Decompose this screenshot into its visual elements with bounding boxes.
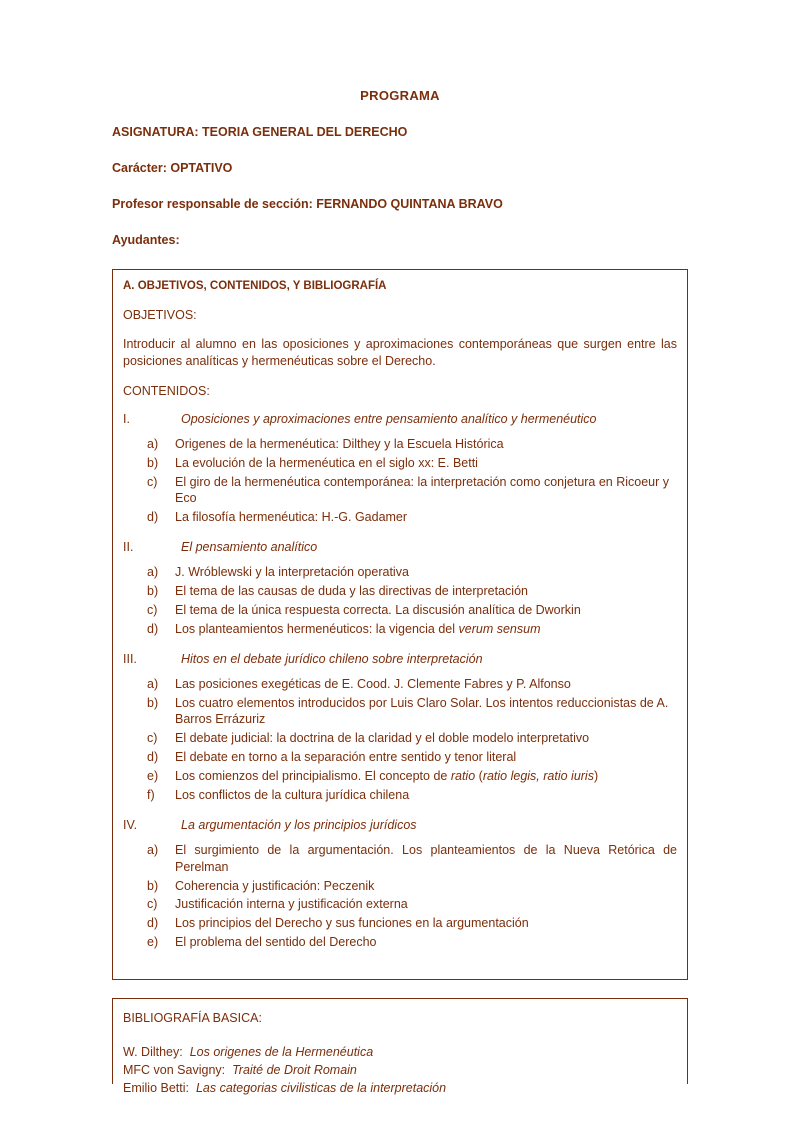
item-letter: b) [147,695,159,710]
list-item [147,695,677,729]
objetivos-label: OBJETIVOS: [123,308,197,322]
meta-asignatura: ASIGNATURA: TEORIA GENERAL DEL DERECHO [112,125,408,139]
biblio-work: Traité de Droit Romain [232,1063,357,1078]
list-item [147,787,677,804]
biblio-work: Las categorias civilisticas de la interpretación [195,1081,447,1096]
unit-numeral-iv: IV. [123,817,138,832]
item-text: Los planteamientos hermenéuticos: la vigencia del verum sensum [175,621,541,636]
item-text: El problema del sentido del Derecho [175,935,377,950]
unit-heading-ii [123,540,677,554]
item-text: Origenes de la hermenéutica: Dilthey y la Escuela Histórica [175,436,504,451]
item-letter: c) [147,731,158,746]
item-letter: c) [147,602,158,617]
bibliografia-entry [123,1079,677,1097]
item-text: Los cuatro elementos introducidos por Luis Claro Solar. Los intentos reduccionistas de A. Barros Errázuriz [175,695,669,727]
item-text: La evolución de la hermenéutica en el siglo xx: E. Betti [175,455,478,470]
list-item [147,915,677,932]
list-item [147,602,677,619]
unit-title-i: Oposiciones y aproximaciones entre pensamiento analítico y hermenéutico [181,411,597,426]
item-text: El debate en torno a la separación entre sentido y tenor literal [175,750,517,765]
item-letter: a) [147,436,159,451]
unit-numeral-iii: III. [123,651,137,666]
list-item [147,878,677,895]
item-text: Coherencia y justificación: Peczenik [175,878,375,893]
item-text: El tema de las causas de duda y las directivas de interpretación [175,584,528,598]
meta-ayudantes: Ayudantes: [112,233,180,247]
item-text: Los comienzos del principialismo. El concepto de ratio (ratio legis, ratio iuris) [175,769,599,783]
bibliografia-entry [123,1061,677,1079]
bibliografia-box [112,998,688,1096]
section-a-heading: A. OBJETIVOS, CONTENIDOS, Y BIBLIOGRAFÍA [123,280,387,292]
item-letter: d) [147,510,159,525]
item-letter: e) [147,935,159,950]
item-text: Los principios del Derecho y sus funciones en la argumentación [175,916,529,931]
list-item [147,842,677,876]
unit-numeral-ii: II. [123,540,134,555]
list-item [147,474,677,508]
item-text: Las posiciones exegéticas de E. Cood. J. Clemente Fabres y P. Alfonso [175,676,571,691]
meta-profesor: Profesor responsable de sección: FERNANDO QUINTANA BRAVO [112,197,503,211]
meta-caracter: Carácter: OPTATIVO [112,161,233,175]
list-item [147,583,677,600]
unit-title-iii: Hitos en el debate jurídico chileno sobre interpretación [181,651,483,666]
item-letter: d) [147,750,159,765]
item-letter: c) [147,474,158,489]
bibliografia-title: BIBLIOGRAFÍA BASICA: [123,1011,262,1025]
item-text: Justificación interna y justificación externa [175,897,408,912]
list-item [147,676,677,693]
biblio-author: W. Dilthey: [123,1045,183,1059]
list-item [147,934,677,951]
section-a-box [112,269,688,980]
list-item [147,768,677,785]
item-text: El surgimiento de la argumentación. Los planteamientos de la Nueva Retórica de Perelman [175,842,677,874]
item-text: Los conflictos de la cultura jurídica chilena [175,787,410,802]
item-text: La filosofía hermenéutica: H.-G. Gadamer [175,510,408,525]
biblio-work: Los origenes de la Hermenéutica [189,1045,374,1059]
contenidos-label: CONTENIDOS: [123,383,210,398]
unit-title-iv: La argumentación y los principios jurídicos [181,817,417,832]
item-text: J. Wróblewski y la interpretación operativa [175,565,409,580]
list-item [147,455,677,472]
biblio-author: MFC von Savigny: [123,1063,226,1078]
item-text: El debate judicial: la doctrina de la claridad y el doble modelo interpretativo [175,731,590,746]
unit-i-items [123,436,677,526]
unit-iii-items [123,676,677,804]
list-item [147,509,677,526]
document-content [112,88,688,1096]
italic-term: verum sensum [458,621,541,636]
biblio-author: Emilio Betti: [123,1081,189,1096]
item-letter: a) [147,842,159,857]
item-letter: d) [147,916,159,931]
item-text: El giro de la hermenéutica contemporánea: la interpretación como conjetura en Ricoeur y Eco [175,474,670,506]
item-letter: f) [147,787,155,802]
item-letter: b) [147,455,159,470]
item-text: El tema de la única respuesta correcta. La discusión analítica de Dworkin [175,602,581,617]
item-letter: b) [147,584,159,598]
page-title: PROGRAMA [360,88,440,103]
list-item [147,896,677,913]
list-item [147,749,677,766]
list-item [147,564,677,581]
item-letter: c) [147,897,158,912]
item-letter: a) [147,676,159,691]
unit-iv-items [123,842,677,951]
unit-title-ii: El pensamiento analítico [181,540,318,555]
item-letter: b) [147,878,159,893]
list-item [147,730,677,747]
list-item [147,436,677,453]
objetivos-text: Introducir al alumno en las oposiciones y aproximaciones contemporáneas que surgen entre las posiciones analíticas y hermenéuticas sobre el Derecho. [123,337,677,368]
italic-term: ratio legis, ratio iuris [482,769,594,783]
item-letter: d) [147,621,159,636]
bibliografia-entry [123,1043,677,1061]
unit-heading-iv [123,818,677,832]
unit-ii-items [123,564,677,638]
unit-heading-i [123,412,677,426]
item-letter: e) [147,769,159,783]
item-letter: a) [147,565,159,580]
unit-numeral-i: I. [123,411,130,426]
list-item [147,621,677,638]
unit-heading-iii [123,652,677,666]
italic-term: ratio [450,769,476,783]
